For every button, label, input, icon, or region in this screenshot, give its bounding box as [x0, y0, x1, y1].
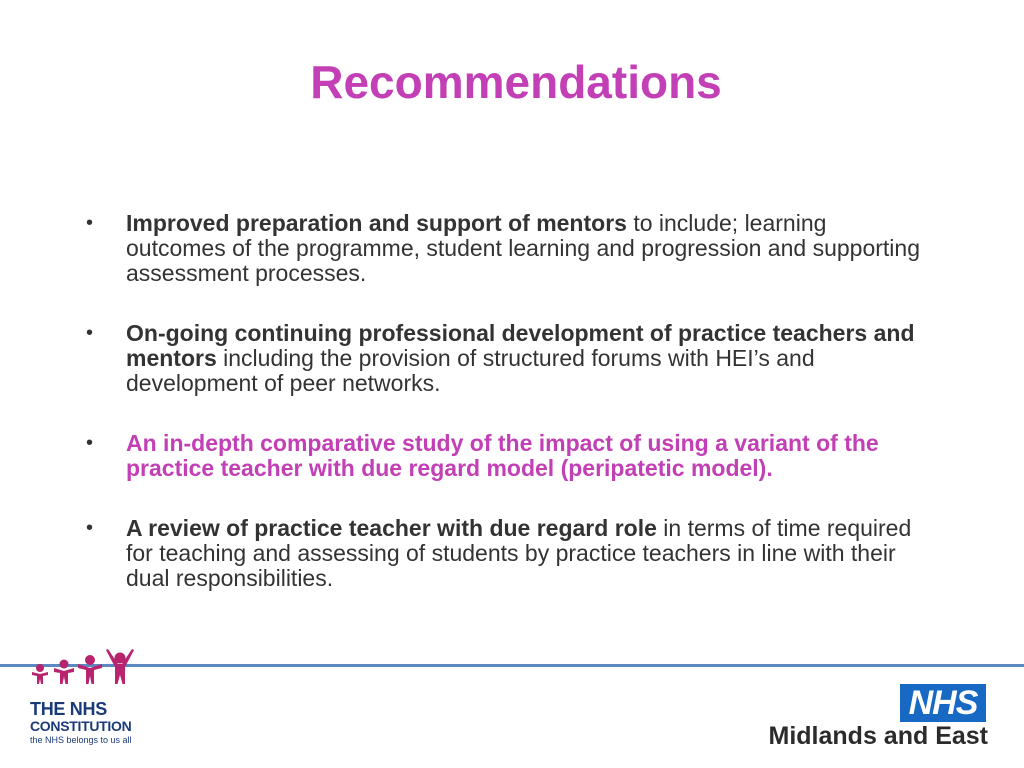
constitution-tagline: the NHS belongs to us all [30, 735, 132, 745]
bullet-item [86, 211, 926, 286]
people-figures-icon [28, 648, 140, 692]
constitution-subtitle: CONSTITUTION [30, 718, 132, 734]
bullet-text: in terms of time required for teaching and assessing of students by practice teachers in line with their dual responsibilities. [126, 515, 912, 591]
bullet-dot: • [86, 432, 94, 454]
slide-title: Recommendations [310, 56, 722, 108]
bullet-text: to include; learning outcomes of the programme, student learning and progression and supporting assessment processes. [126, 210, 920, 286]
bullet-list [86, 211, 926, 626]
footer-divider [0, 664, 1024, 667]
bullet-text: including the provision of structured forums with HEI’s and development of peer networks. [126, 345, 815, 396]
region-label: Midlands and East [768, 722, 988, 750]
bullet-item [86, 321, 926, 396]
bullet-item [86, 516, 926, 591]
bullet-heading: Improved preparation and support of mentors [126, 210, 627, 236]
bullet-dot: • [86, 212, 94, 234]
bullet-heading: A review of practice teacher with due regard role [126, 515, 657, 541]
bullet-item-highlighted [86, 431, 926, 481]
bullet-dot: • [86, 322, 94, 344]
constitution-title: THE NHS [30, 699, 107, 719]
nhs-logo: NHS [900, 684, 986, 722]
nhs-constitution-logo [22, 648, 152, 752]
bullet-heading: On-going continuing professional development of practice teachers and mentors [126, 320, 915, 371]
bullet-dot: • [86, 517, 94, 539]
bullet-highlight-text: An in-depth comparative study of the impact of using a variant of the practice teacher with due regard model (peripatetic model). [126, 430, 879, 481]
